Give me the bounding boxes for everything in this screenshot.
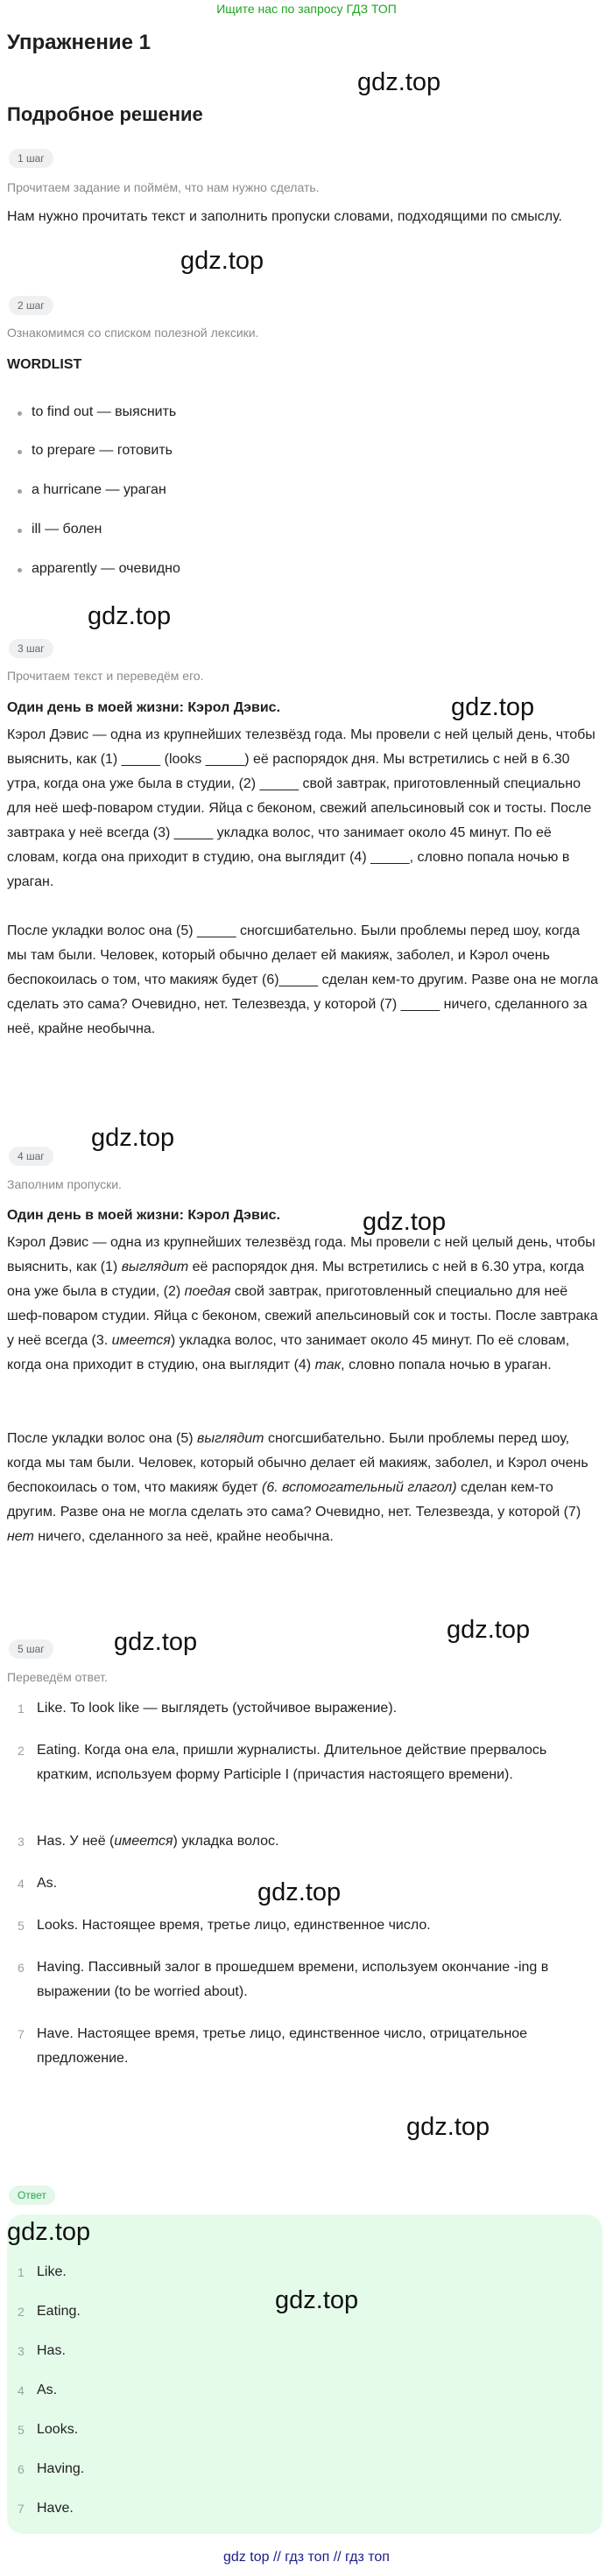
watermark: gdz.top (275, 2286, 359, 2314)
step-note: Ознакомимся со списком полезной лексики. (7, 326, 259, 340)
list-item: 5 Looks. Настоящее время, третье лицо, единственное число. (18, 1918, 431, 1933)
list-item: 4 As. (18, 1876, 58, 1891)
bullet-icon (18, 450, 22, 454)
list-item: 1 Like. To look like — выглядеть (устойчивое выражение). (18, 1701, 398, 1716)
answer-chip: Ответ (9, 2186, 55, 2205)
watermark: gdz.top (88, 602, 172, 630)
list-item: 3 Has. У неё (имеется) укладка волос. (18, 1834, 279, 1849)
watermark: gdz.top (91, 1124, 175, 1152)
page-title: Упражнение 1 (7, 31, 151, 54)
step-note: Переведём ответ. (7, 1670, 108, 1684)
section-title: Подробное решение (7, 103, 203, 125)
bullet-icon (18, 489, 22, 494)
list-item: 6 Having. Пассивный залог в прошедшем времени, используем окончание -ing в выражении (to be worried about). (18, 1960, 549, 1999)
top-promo-link[interactable]: Ищите нас по запросу ГДЗ ТОП (216, 2, 397, 16)
answer-item: 1 Like. (18, 2264, 67, 2279)
watermark: gdz.top (180, 247, 264, 275)
list-item: ill — болен (32, 522, 102, 537)
answer-item: 3 Has. (18, 2343, 66, 2358)
bullet-icon (18, 411, 22, 416)
answer-item: 5 Looks. (18, 2422, 79, 2437)
text-heading: Один день в моей жизни: Кэрол Дэвис. (7, 700, 281, 715)
list-item: a hurricane — ураган (32, 482, 166, 498)
watermark: gdz.top (7, 2218, 91, 2246)
step-note: Прочитаем текст и переведём его. (7, 669, 204, 683)
list-item: to prepare — готовить (32, 443, 173, 459)
watermark: gdz.top (447, 1616, 531, 1644)
answer-item: 2 Eating. (18, 2304, 81, 2319)
paragraph: Кэрол Дэвис — одна из крупнейших телезвёзд года. Мы провели с ней целый день, чтобы выяснить, как (1) _____ (looks _____) её распорядок дня. Мы встретились с ней в 6.30 утра, когда она уже была в студии, (2) _____ свой завтрак, приготовленный специально для неё шеф-поваром студии. Яйца с беконом, свежий апельсиновый сок и тосты. После завтрака у неё всегда (3) _____ укладка волос, что занимает около 45 минут. По её словам, когда она приходит в студию, она выглядит (4) _____, словно попала ночью в ураган. (7, 727, 595, 889)
list-item: 7 Have. Настоящее время, третье лицо, единственное число, отрицательное предложение. (18, 2026, 528, 2066)
step-chip-5: 5 шаг (9, 1639, 53, 1659)
watermark: gdz.top (114, 1628, 198, 1656)
bullet-icon (18, 568, 22, 572)
step-chip-2: 2 шаг (9, 296, 53, 315)
answer-item: 4 As. (18, 2383, 58, 2397)
list-item: to find out — выяснить (32, 404, 176, 420)
bullet-icon (18, 529, 22, 533)
list-item: 2 Eating. Когда она ела, пришли журналисты. Длительное действие прервалось кратким, используем форму Participle I (причастия настоящего времени). (18, 1743, 547, 1782)
step-chip-4: 4 шаг (9, 1147, 53, 1166)
watermark: gdz.top (257, 1878, 342, 1906)
paragraph: После укладки волос она (5) выглядит сногсшибательно. Были проблемы перед шоу, когда мы там были. Человек, который обычно делает ей макияж, заболел, и Кэрол очень беспокоилась о том, что макияж будет (6. вспомогательный глагол) сделан кем-то другим. Разве она не могла сделать это сама? Очевидно, нет. Телезвезда, у которой (7) нет ничего, сделанного за неё, крайне необычна. (7, 1431, 588, 1544)
watermark: gdz.top (451, 693, 535, 721)
watermark: gdz.top (357, 68, 441, 96)
footer-links[interactable]: gdz top // гдз топ // гдз топ (223, 2550, 390, 2565)
watermark: gdz.top (406, 2113, 490, 2141)
paragraph: После укладки волос она (5) _____ сногсшибательно. Были проблемы перед шоу, когда мы там были. Человек, который обычно делает ей макияж, заболел, и Кэрол очень беспокоилась о том, что макияж будет (6)_____ сделан кем-то другим. Разве она не могла сделать это сама? Очевидно, нет. Телезвезда, у которой (7) _____ ничего, сделанного за неё, крайне необычна. (7, 923, 599, 1036)
step-note: Прочитаем задание и поймём, что нам нужно сделать. (7, 180, 320, 194)
list-item: apparently — очевидно (32, 561, 180, 577)
answer-item: 7 Have. (18, 2501, 74, 2516)
answer-item: 6 Having. (18, 2461, 85, 2476)
paragraph: Кэрол Дэвис — одна из крупнейших телезвёзд года. Мы провели с ней целый день, чтобы выяснить, как (1) выглядит её распорядок дня. Мы встретились с ней в 6.30 утра, когда она уже была в студии, (2) поедая свой завтрак, приготовленный специально для неё шеф-поваром студии. Яйца с беконом, свежий апельсиновый сок и тосты. После завтрака у неё всегда (3. имеется) укладка волос, что занимает около 45 минут. По её словам, когда она приходит в студию, она выглядит (4) так, словно попала ночью в ураган. (7, 1235, 598, 1372)
step-note: Заполним пропуски. (7, 1177, 122, 1191)
step-chip-3: 3 шаг (9, 639, 53, 658)
wordlist-heading: WORDLIST (7, 357, 82, 372)
text-heading: Один день в моей жизни: Кэрол Дэвис. (7, 1208, 281, 1223)
step-chip-1: 1 шаг (9, 149, 53, 168)
watermark: gdz.top (363, 1208, 447, 1236)
step-text: Нам нужно прочитать текст и заполнить пропуски словами, подходящими по смыслу. (7, 209, 562, 224)
